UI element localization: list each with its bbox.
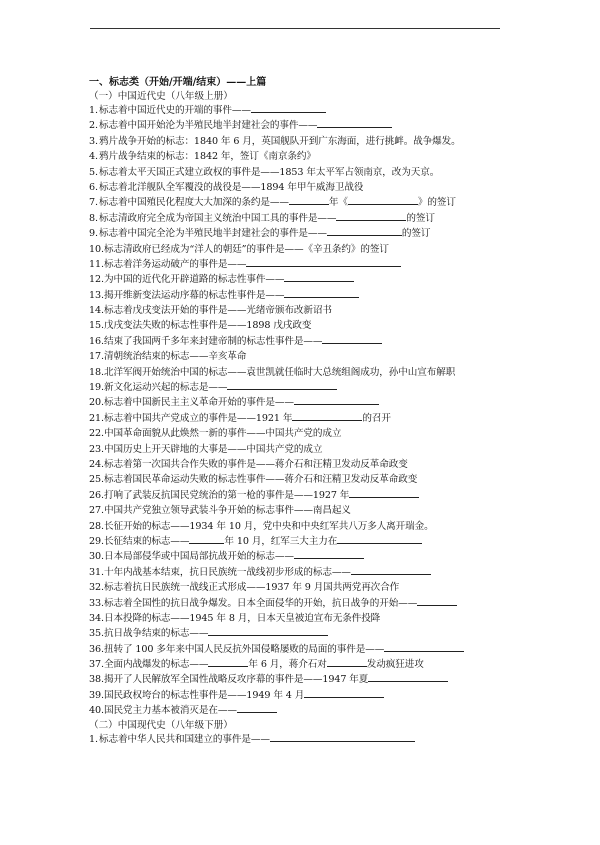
question-text: 日本局部侵华或中国局部抗战开始的标志—— (103, 551, 294, 563)
question-text: 十年内战基本结束，抗日民族统一战线初步形成的标志—— (103, 566, 351, 578)
answer-blank[interactable] (417, 596, 457, 606)
question-number: 7. (89, 197, 98, 209)
question-number: 30. (89, 551, 104, 563)
question-item (89, 732, 529, 747)
question-number: 38. (89, 674, 104, 686)
question-item (89, 503, 529, 518)
question-number: 25. (89, 474, 104, 486)
question-item (89, 549, 529, 564)
question-text: 鸦片战争结束的标志：1842 年，签订《南京条约》 (99, 151, 316, 163)
question-item (89, 380, 529, 395)
question-number: 39. (89, 689, 104, 701)
question-item (89, 334, 529, 349)
question-text-tail: 的签订 (401, 228, 431, 240)
question-text: 标志着太平天国正式建立政权的事件是——1853 年太平军占领南京，改为天京。 (99, 166, 440, 178)
worksheet (89, 76, 529, 747)
question-item (89, 657, 529, 672)
question-number: 4. (89, 151, 98, 163)
question-item (89, 180, 529, 195)
answer-blank[interactable] (337, 534, 422, 544)
section-title: 一、标志类（开始/开端/结束）——上篇 (89, 77, 267, 88)
question-item (89, 488, 529, 503)
question-item (89, 134, 529, 149)
question-number: 37. (89, 659, 104, 671)
question-text: 标志着中华人民共和国建立的事件是—— (99, 733, 270, 745)
question-item (89, 211, 529, 226)
part2-title: （二）中国现代史（八年级下册） (89, 719, 233, 731)
question-text: 标志着第一次国共合作失败的事件是——蒋介石和汪精卫发动反革命政变 (103, 458, 408, 470)
question-text: 标志着中国殖民化程度大大加深的条约是—— (99, 197, 289, 209)
question-text: 戊戌变法失败的标志性事件是——1898 戊戌政变 (103, 320, 312, 332)
question-text: 打响了武装反抗国民党统治的第一枪的事件是——1927 年 (103, 489, 350, 501)
question-number: 33. (89, 597, 104, 609)
answer-blank[interactable] (349, 488, 419, 498)
question-number: 40. (89, 705, 104, 717)
question-text-mid: 年 6 月，蒋介石对 (248, 659, 327, 671)
question-number: 19. (89, 382, 104, 394)
question-item (89, 195, 529, 210)
question-text: 标志着中国完全沦为半殖民地半封建社会的事件是—— (99, 228, 327, 240)
question-number: 16. (89, 335, 104, 347)
question-item (89, 226, 529, 241)
answer-blank[interactable] (246, 257, 401, 267)
question-number: 23. (89, 443, 104, 455)
answer-blank[interactable] (304, 688, 384, 698)
answer-blank[interactable] (351, 565, 431, 575)
question-text-tail: 发动疯狂进攻 (366, 659, 424, 671)
question-item (89, 426, 529, 441)
question-number: 9. (89, 228, 98, 240)
question-item (89, 118, 529, 133)
question-number: 26. (89, 489, 104, 501)
question-text-tail: 的签订 (406, 212, 435, 224)
answer-blank[interactable] (189, 534, 224, 544)
question-text: 长征开始的标志——1934 年 10 月，党中央和中央红军共八万多人离开瑞金。 (103, 520, 434, 532)
question-item (89, 565, 529, 580)
answer-blank[interactable] (251, 103, 326, 113)
question-text: 标志着洋务运动破产的事件是—— (103, 258, 247, 270)
answer-blank[interactable] (208, 657, 248, 667)
question-number: 11. (89, 258, 104, 270)
question-text: 长征结束的标志—— (103, 535, 190, 547)
answer-blank[interactable] (327, 657, 367, 667)
question-text: 标志着中国近代史的开端的事件—— (99, 105, 251, 116)
question-item (89, 642, 529, 657)
answer-blank[interactable] (289, 195, 329, 205)
question-text: 标志清政府已经成为“洋人的朝廷”的事件是——《辛丑条约》的签订 (103, 243, 389, 255)
answer-blank[interactable] (368, 672, 448, 682)
question-number: 3. (89, 135, 98, 147)
question-text: 标志清政府完全成为帝国主义统治中国工具的事件是—— (99, 212, 337, 224)
question-number: 12. (89, 274, 104, 286)
question-item (89, 242, 529, 257)
question-item (89, 149, 529, 164)
question-text: 北洋军阀开始统治中国的标志——袁世凯就任临时大总统组阁成功，孙中山宣布解职 (103, 366, 456, 378)
answer-blank[interactable] (317, 118, 392, 128)
answer-blank[interactable] (294, 395, 379, 405)
question-item (89, 395, 529, 410)
answer-blank[interactable] (284, 288, 359, 298)
question-item (89, 626, 529, 641)
question-text: 揭开了人民解放军全国性战略反攻序幕的事件是——1947 年夏 (103, 674, 369, 686)
question-text: 新文化运动兴起的标志是—— (103, 382, 228, 394)
question-item (89, 411, 529, 426)
question-text: 标志着戊戌变法开始的事件是——光绪帝颁布改新诏书 (103, 305, 332, 317)
question-item (89, 534, 529, 549)
answer-blank[interactable] (208, 626, 328, 636)
question-item (89, 672, 529, 687)
question-text: 扭转了 100 多年来中国人民反抗外国侵略屡败的局面的事件是—— (103, 643, 385, 655)
question-item (89, 288, 529, 303)
question-number: 1. (89, 733, 98, 745)
question-number: 8. (89, 212, 98, 224)
question-text: 标志着抗日民族统一战线正式形成——1937 年 9 月国共两党再次合作 (103, 582, 400, 594)
answer-blank[interactable] (237, 703, 277, 713)
question-text: 中国历史上开天辟地的大事是——中国共产党的成立 (103, 443, 323, 455)
question-item (89, 303, 529, 318)
question-text: 揭开维新变法运动序幕的标志性事件是—— (103, 289, 285, 301)
question-item (89, 703, 529, 718)
question-number: 5. (89, 166, 98, 178)
question-text: 清朝统治结束的标志——辛亥革命 (103, 351, 247, 363)
question-number: 22. (89, 428, 104, 440)
question-number: 34. (89, 612, 104, 624)
question-text: 标志着中国新民主主义革命开始的事件是—— (103, 397, 294, 409)
question-number: 20. (89, 397, 104, 409)
question-text: 标志着国民革命运动失败的标志性事件——蒋介石和汪精卫发动反革命政变 (103, 474, 418, 486)
question-item (89, 688, 529, 703)
question-item (89, 457, 529, 472)
question-item (89, 519, 529, 534)
answer-blank[interactable] (227, 380, 337, 390)
question-number: 2. (89, 120, 98, 132)
question-item (89, 580, 529, 595)
question-number: 36. (89, 643, 104, 655)
question-item (89, 257, 529, 272)
answer-blank[interactable] (284, 272, 354, 282)
question-item (89, 611, 529, 626)
question-number: 13. (89, 289, 104, 301)
question-number: 21. (89, 412, 104, 424)
top-rule (90, 28, 500, 29)
question-number: 32. (89, 582, 104, 594)
question-item (89, 442, 529, 457)
answer-blank[interactable] (270, 732, 415, 742)
question-number: 15. (89, 320, 104, 332)
question-item (89, 318, 529, 333)
question-item (89, 103, 529, 118)
question-text: 标志着中国开始沦为半殖民地半封建社会的事件—— (99, 120, 318, 132)
question-number: 14. (89, 305, 104, 317)
part1-list (89, 103, 529, 719)
part2-list (89, 732, 529, 747)
question-text: 抗日战争结束的标志—— (103, 628, 209, 640)
question-text: 国民政权垮台的标志性事件是——1949 年 4 月 (103, 689, 305, 701)
answer-blank[interactable] (336, 211, 406, 221)
question-text-mid: 年《 (328, 197, 348, 209)
question-number: 6. (89, 181, 98, 193)
answer-blank[interactable] (292, 411, 362, 421)
question-text-tail: 的召开 (362, 412, 391, 424)
question-number: 29. (89, 535, 104, 547)
question-number: 17. (89, 351, 104, 363)
question-text: 全面内战爆发的标志—— (103, 659, 209, 671)
part1-title: （一）中国近代史（八年级上册） (89, 91, 233, 102)
question-number: 31. (89, 566, 104, 578)
question-number: 28. (89, 520, 104, 532)
answer-blank[interactable] (348, 195, 418, 205)
question-text: 标志着中国共产党成立的事件是——1921 年 (103, 412, 293, 424)
question-item (89, 472, 529, 487)
question-number: 10. (89, 243, 104, 255)
question-text: 日本投降的标志——1945 年 8 月，日本天皇被迫宣布无条件投降 (103, 612, 381, 624)
question-number: 1. (89, 105, 98, 116)
question-text: 为中国的近代化开辟道路的标志性事件—— (103, 274, 285, 286)
question-text: 标志着北洋舰队全军覆没的战役是——1894 年甲午威海卫战役 (99, 181, 364, 193)
question-number: 27. (89, 505, 104, 517)
question-item (89, 596, 529, 611)
question-text: 结束了我国两千多年来封建帝制的标志性事件是—— (103, 335, 323, 347)
question-item (89, 272, 529, 287)
question-number: 35. (89, 628, 104, 640)
answer-blank[interactable] (294, 549, 364, 559)
question-text: 国民党主力基本被消灭是在—— (103, 705, 237, 717)
question-text: 中国革命面貌从此焕然一新的事件——中国共产党的成立 (103, 428, 342, 440)
question-text: 鸦片战争开始的标志：1840 年 6 月，英国舰队开到广东海面，进行挑衅。战争爆发。 (99, 135, 461, 147)
question-item (89, 365, 529, 380)
question-text-tail: 》的签订 (417, 197, 456, 209)
question-item (89, 165, 529, 180)
answer-blank[interactable] (322, 334, 382, 344)
question-text-mid: 年 10 月，红军三大主力在 (224, 535, 338, 547)
question-text: 标志着全国性的抗日战争爆发。日本全面侵华的开始，抗日战争的开始—— (103, 597, 418, 609)
question-item (89, 349, 529, 364)
answer-blank[interactable] (384, 642, 464, 652)
question-number: 18. (89, 366, 104, 378)
question-text: 中国共产党独立领导武装斗争开始的标志事件——南昌起义 (103, 505, 351, 517)
answer-blank[interactable] (327, 226, 402, 236)
question-number: 24. (89, 458, 104, 470)
